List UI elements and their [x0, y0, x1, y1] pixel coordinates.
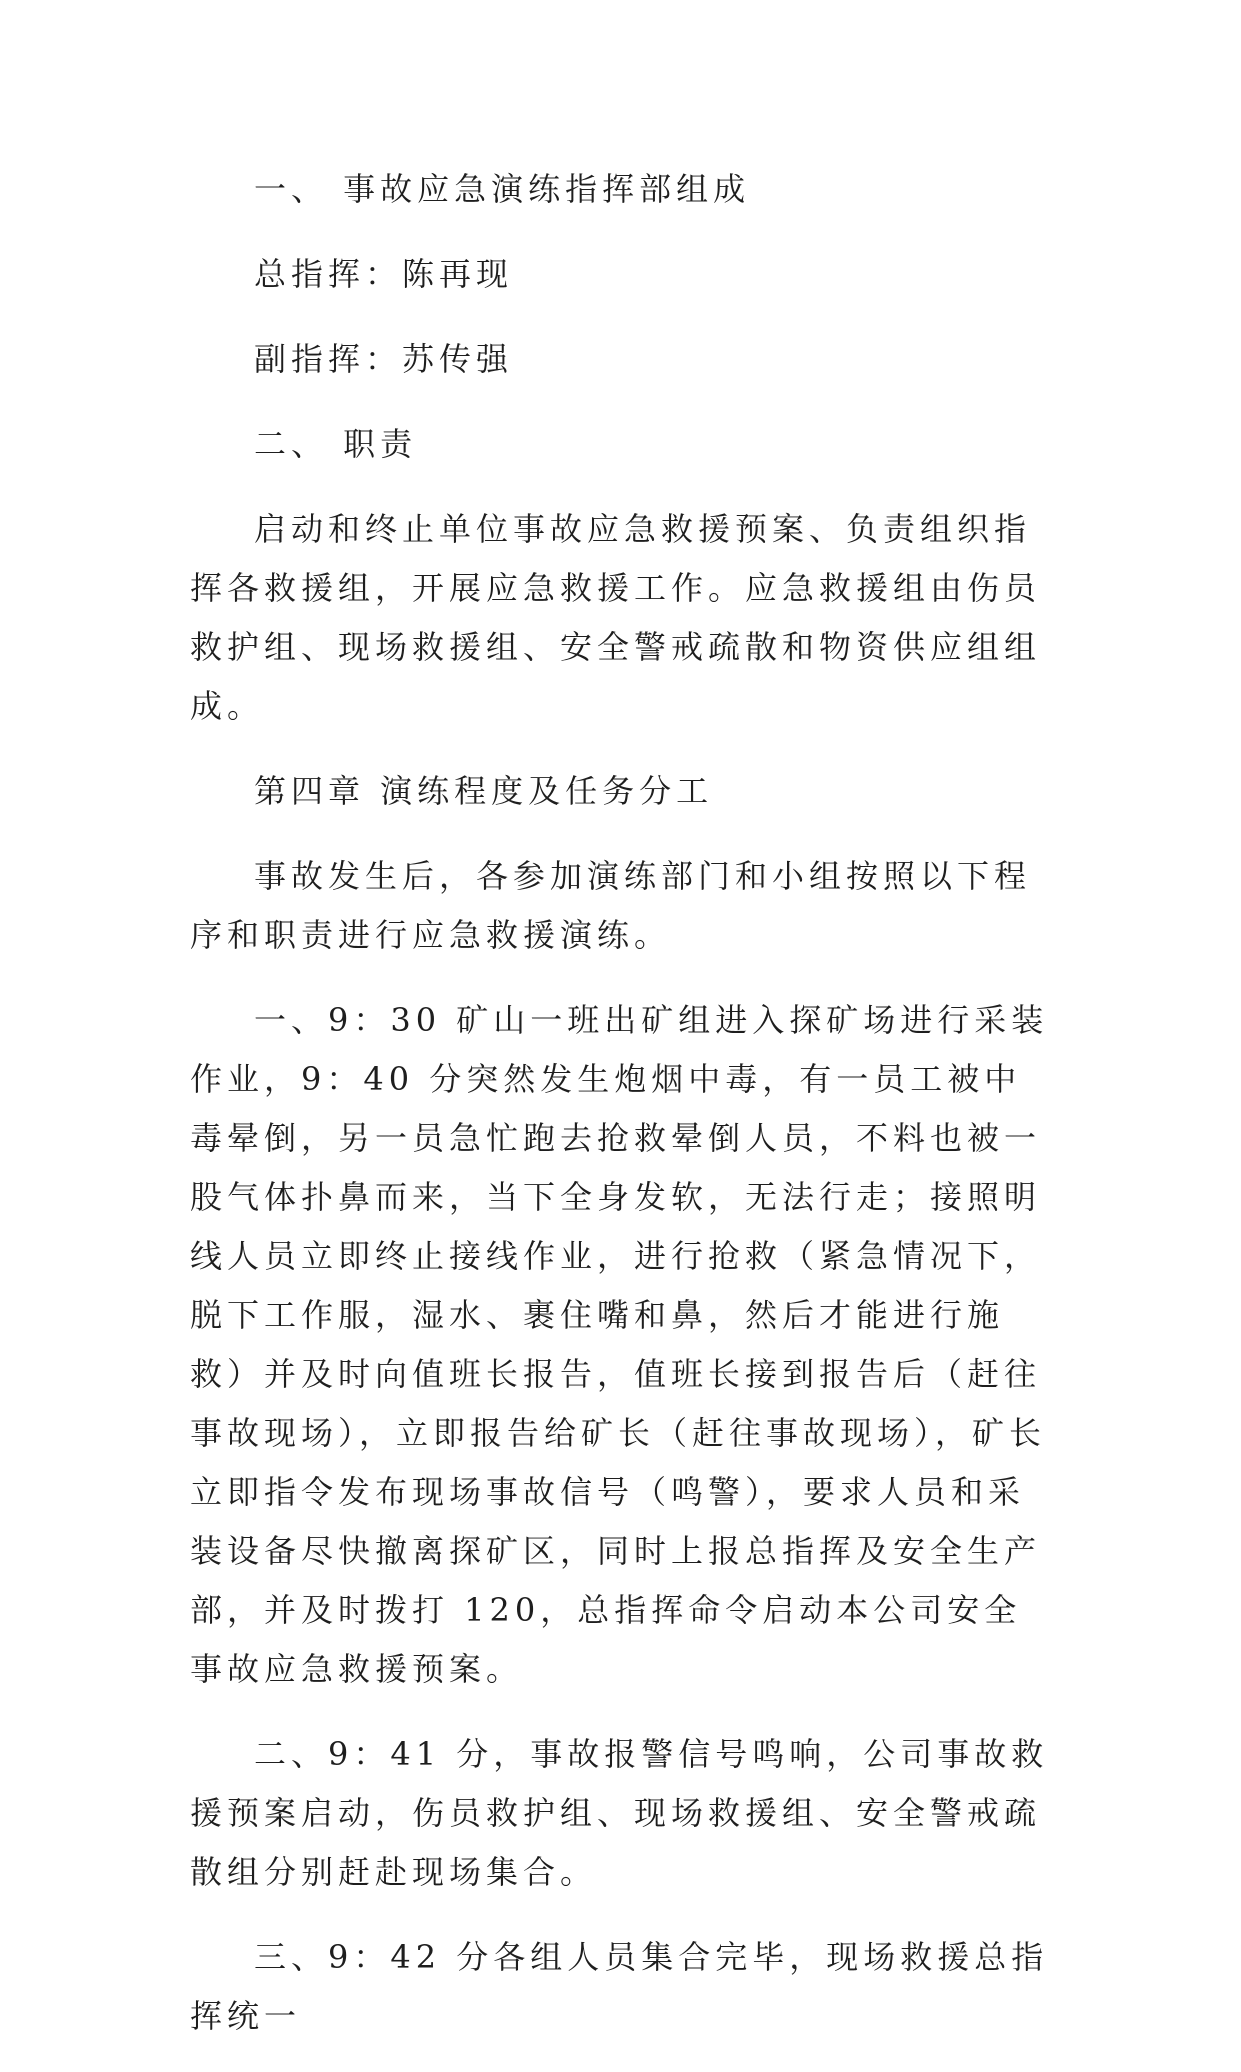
- step-two-paragraph: 二、9：41 分，事故报警信号鸣响，公司事故救援预案启动，伤员救护组、现场救援组、安全警戒疏散组分别赶赴现场集合。: [190, 1735, 1049, 1891]
- step-three-paragraph: 三、9：42 分各组人员集合完毕，现场救援总指挥统一: [190, 1938, 1049, 2035]
- procedure-intro-paragraph: 事故发生后，各参加演练部门和小组按照以下程序和职责进行应急救援演练。: [190, 857, 1032, 954]
- chief-commander-line: 总指挥：陈再现: [254, 255, 514, 293]
- step-one-paragraph: 一、9：30 矿山一班出矿组进入探矿场进行采装作业，9：40 分突然发生炮烟中毒，有一员工被中毒晕倒，另一员急忙跑去抢救晕倒人员，不料也被一股气体扑鼻而来，当下全身发软，无法行走；接照明线人员立即终止接线作业，进行抢救（紧急情况下，脱下工作服，湿水、裹住嘴和鼻，然后才能进行施救）并及时向值班长报告，值班长接到报告后（赶往事故现场），立即报告给矿长（赶往事故现场），矿长立即指令发布现场事故信号（鸣警），要求人员和采装设备尽快撤离探矿区，同时上报总指挥及安全生产部，并及时拨打 120，总指挥命令启动本公司安全事故应急救援预案。: [190, 1001, 1049, 1688]
- section-heading-duties: 二、 职责: [254, 425, 418, 463]
- document-body: [190, 160, 1050, 2072]
- duties-paragraph: 启动和终止单位事故应急救援预案、负责组织指挥各救援组，开展应急救援工作。应急救援组由伤员救护组、现场救援组、安全警戒疏散和物资供应组组成。: [190, 510, 1042, 725]
- chapter-heading: 第四章 演练程度及任务分工: [254, 772, 714, 810]
- deputy-commander-line: 副指挥：苏传强: [254, 340, 514, 378]
- section-heading-command: 一、 事故应急演练指挥部组成: [254, 170, 751, 208]
